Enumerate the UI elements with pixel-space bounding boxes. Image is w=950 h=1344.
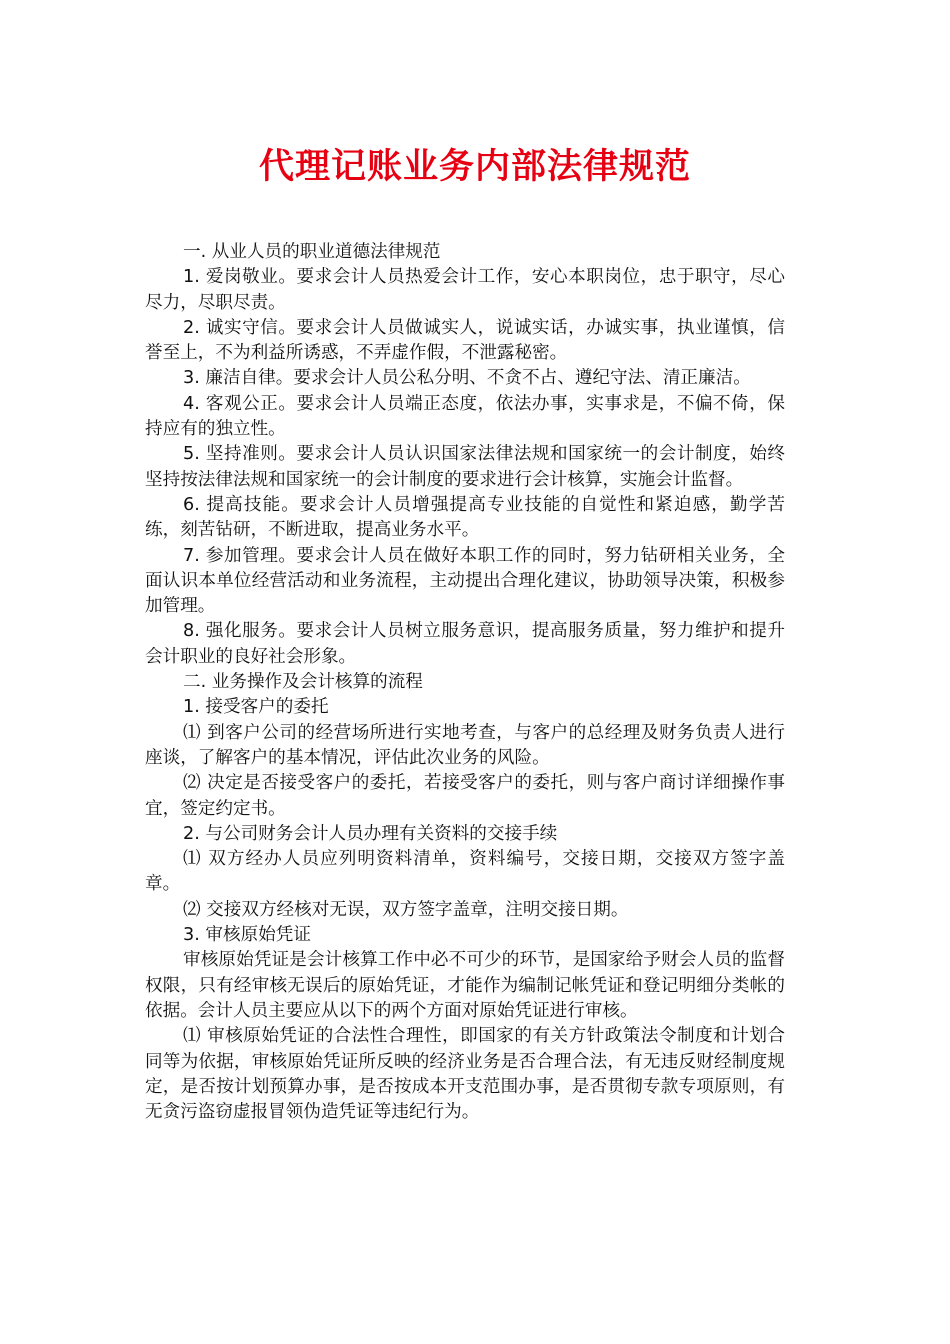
- list-item: 3. 廉洁自律。要求会计人员公私分明、不贪不占、遵纪守法、清正廉洁。: [183, 368, 751, 389]
- list-item: ⑴ 到客户公司的经营场所进行实地考查，与客户的总经理及财务负责人进行座谈，了解客户的基本情况，评估此次业务的风险。: [145, 722, 785, 768]
- list-item: 5. 坚持准则。要求会计人员认识国家法律法规和国家统一的会计制度，始终坚持按法律法规和国家统一的会计制度的要求进行会计核算，实施会计监督。: [145, 444, 785, 490]
- list-item: ⑴ 双方经办人员应列明资料清单，资料编号，交接日期，交接双方签字盖章。: [145, 849, 785, 895]
- list-item: ⑵ 交接双方经核对无误，双方签字盖章，注明交接日期。: [183, 899, 629, 920]
- document-title: 代理记账业务内部法律规范: [258, 146, 691, 187]
- subsection-heading: 1. 接受客户的委托: [183, 697, 329, 718]
- list-item: 6. 提高技能。要求会计人员增强提高专业技能的自觉性和紧迫感，勤学苦练，刻苦钻研，不断进取，提高业务水平。: [145, 494, 785, 541]
- list-item: 1. 爱岗敬业。要求会计人员热爱会计工作，安心本职岗位，忠于职守，尽心尽力，尽职尽责。: [145, 267, 785, 313]
- list-item: ⑴ 审核原始凭证的合法性合理性，即国家的有关方针政策法令制度和计划合同等为依据，审核原始凭证所反映的经济业务是否合理合法，有无违反财经制度规定，是否按计划预算办事，是否按成本开支范围办事，是否贯彻专款专项原则，有无贪污盗窃虚报冒领伪造凭证等违纪行为。: [145, 1026, 785, 1123]
- section-heading-2: 二. 业务操作及会计核算的流程: [183, 672, 423, 693]
- list-item: 8. 强化服务。要求会计人员树立服务意识，提高服务质量，努力维护和提升会计职业的良好社会形象。: [145, 621, 785, 667]
- list-item: 4. 客观公正。要求会计人员端正态度，依法办事，实事求是，不偏不倚，保持应有的独立性。: [145, 393, 785, 440]
- list-item: 7. 参加管理。要求会计人员在做好本职工作的同时，努力钻研相关业务，全面认识本单位经营活动和业务流程，主动提出合理化建议，协助领导决策，积极参加管理。: [145, 545, 785, 617]
- subsection-heading: 3. 审核原始凭证: [183, 925, 311, 946]
- list-item: ⑵ 决定是否接受客户的委托，若接受客户的委托，则与客户商讨详细操作事宜，签定约定书。: [145, 773, 785, 819]
- list-item: 2. 诚实守信。要求会计人员做诚实人，说诚实话，办诚实事，执业谨慎，信誉至上，不为利益所诱惑，不弄虚作假，不泄露秘密。: [145, 317, 785, 364]
- subsection-heading: 2. 与公司财务会计人员办理有关资料的交接手续: [183, 823, 558, 844]
- section-heading-1: 一. 从业人员的职业道德法律规范: [183, 242, 441, 262]
- body-paragraph: 审核原始凭证是会计核算工作中必不可少的环节，是国家给予财会人员的监督权限，只有经审核无误后的原始凭证，才能作为编制记帐凭证和登记明细分类帐的依据。会计人员主要应从以下的两个方面对原始凭证进行审核。: [145, 950, 785, 1021]
- document-body: [145, 240, 785, 1125]
